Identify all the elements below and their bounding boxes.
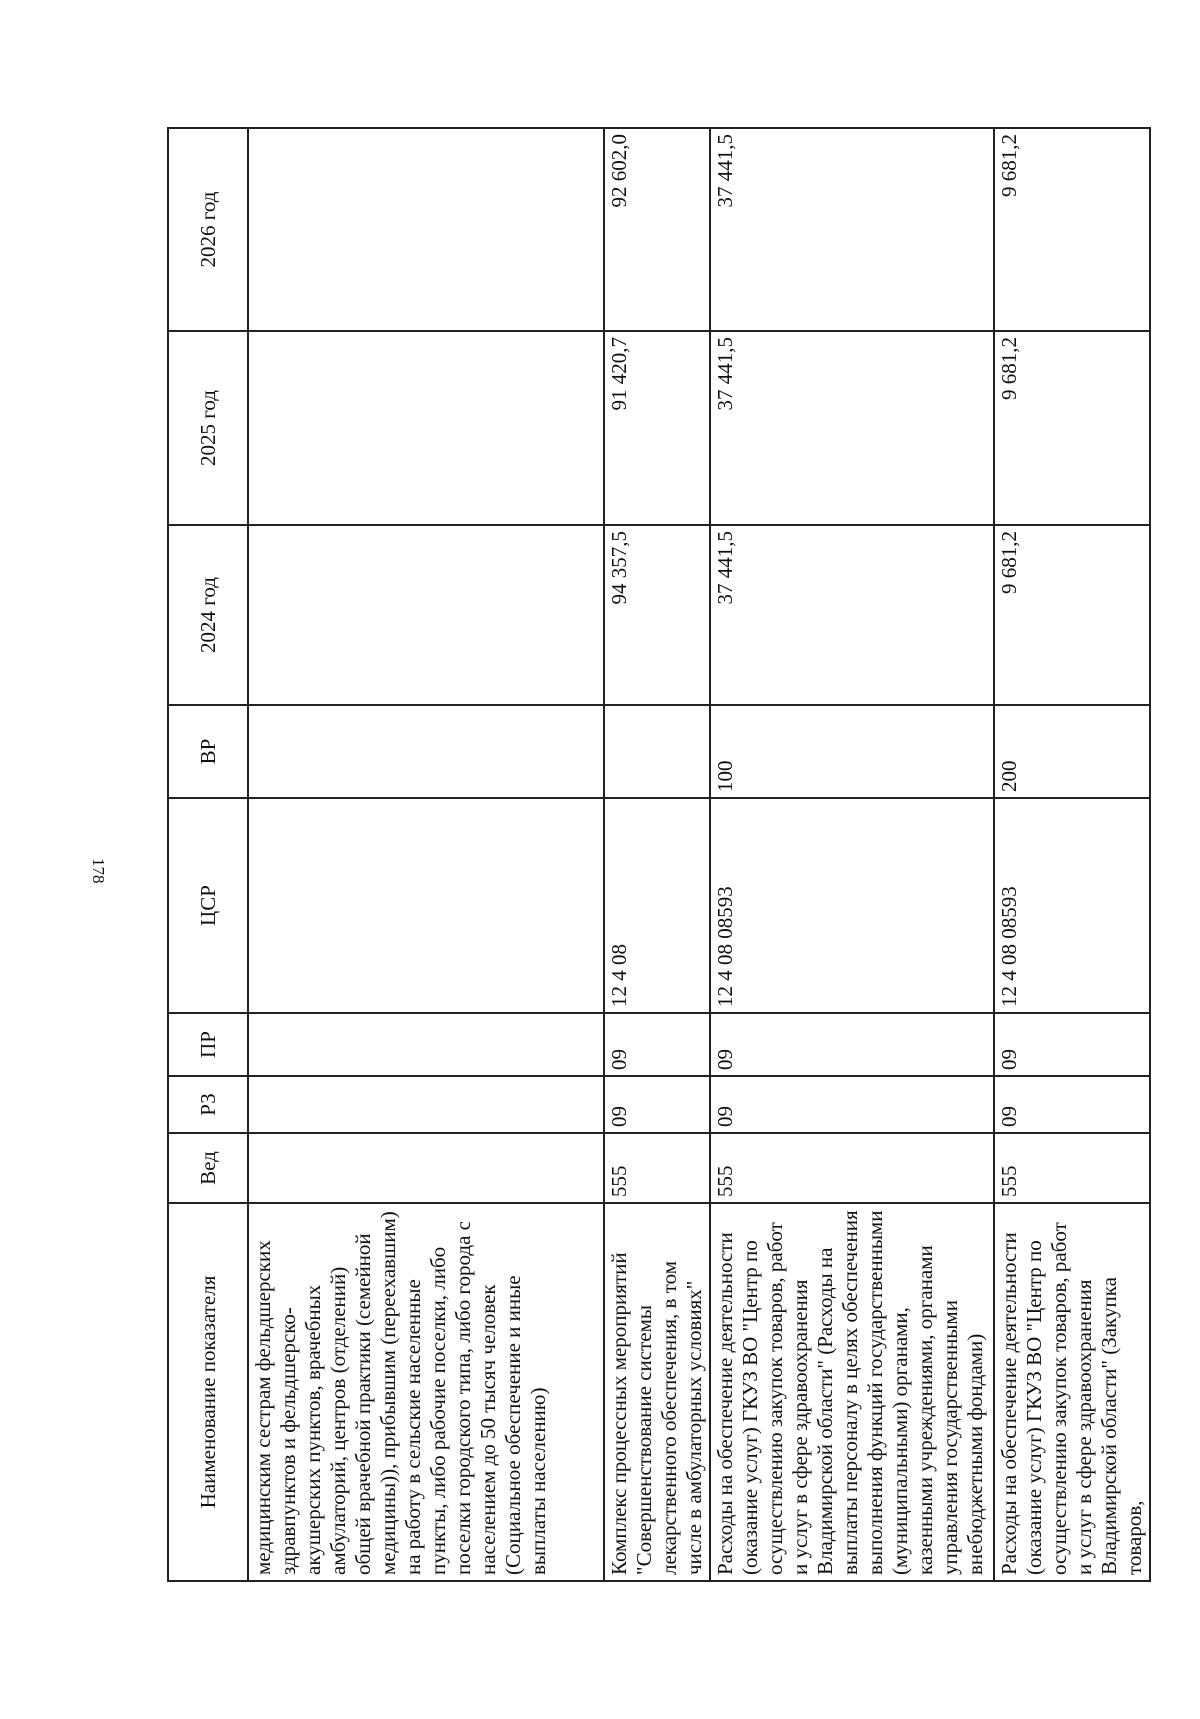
cell-name: медицинским сестрам фельдшерских здравпунктов и фельдшерско-акушерских пунктов, врачебных амбулаторий, центров (отделений) общей врачебной практики (семейной медицины)), прибывшим (переехавшим) на работу в сельские населенные пункты, либо рабочие поселки, либо поселки городского типа, либо города с населением до 50 тысяч человек (Социальное обеспечение и иные выплаты населению)	[248, 1203, 604, 1581]
table-row	[710, 128, 994, 1581]
cell-ved: 555	[710, 1133, 994, 1203]
cell-vr: 200	[994, 705, 1150, 798]
cell-name: Расходы на обеспечение деятельности (оказание услуг) ГКУЗ ВО "Центр по осуществлению закупок товаров, работ и услуг в сфере здравоохранения Владимирской области" (Расходы на выплаты персоналу в целях обеспечения выполнения функций государственными (муниципальными) органами, казенными учреждениями, органами управления государственными внебюджетными фондами)	[710, 1203, 994, 1581]
cell-name: Комплекс процессных мероприятий "Совершенствование системы лекарственного обеспечения, в том числе в амбулаторных условиях"	[604, 1203, 710, 1581]
cell-rz: 09	[710, 1076, 994, 1133]
cell-2024	[248, 525, 604, 705]
cell-2024: 9 681,2	[994, 525, 1150, 705]
cell-2025: 37 441,5	[710, 331, 994, 525]
header-rz: РЗ	[168, 1076, 248, 1133]
cell-rz: 09	[604, 1076, 710, 1133]
cell-2025: 91 420,7	[604, 331, 710, 525]
table-row	[994, 128, 1150, 1581]
header-name: Наименование показателя	[168, 1203, 248, 1581]
cell-rz: 09	[994, 1076, 1150, 1133]
cell-csr: 12 4 08 08593	[994, 798, 1150, 1013]
cell-ved: 555	[994, 1133, 1150, 1203]
table-header-row	[168, 128, 248, 1581]
cell-2024: 37 441,5	[710, 525, 994, 705]
cell-2026: 92 602,0	[604, 128, 710, 331]
cell-pr: 09	[994, 1013, 1150, 1076]
cell-vr	[604, 705, 710, 798]
header-pr: ПР	[168, 1013, 248, 1076]
cell-csr	[248, 798, 604, 1013]
cell-ved: 555	[604, 1133, 710, 1203]
header-2024: 2024 год	[168, 525, 248, 705]
cell-csr: 12 4 08 08593	[710, 798, 994, 1013]
cell-name: Расходы на обеспечение деятельности (оказание услуг) ГКУЗ ВО "Центр по осуществлению закупок товаров, работ и услуг в сфере здравоохранения Владимирской области" (Закупка товаров,	[994, 1203, 1150, 1581]
budget-table	[167, 127, 1151, 1582]
cell-csr: 12 4 08	[604, 798, 710, 1013]
budget-table-rotated	[167, 129, 1146, 1582]
cell-ved	[248, 1133, 604, 1203]
cell-2025: 9 681,2	[994, 331, 1150, 525]
cell-pr	[248, 1013, 604, 1076]
table-row	[248, 128, 604, 1581]
cell-vr	[248, 705, 604, 798]
cell-pr: 09	[604, 1013, 710, 1076]
page-number: 178	[89, 858, 108, 884]
cell-rz	[248, 1076, 604, 1133]
cell-vr: 100	[710, 705, 994, 798]
cell-2026	[248, 128, 604, 331]
cell-2026: 9 681,2	[994, 128, 1150, 331]
header-vr: ВР	[168, 705, 248, 798]
header-ved: Вед	[168, 1133, 248, 1203]
cell-2024: 94 357,5	[604, 525, 710, 705]
cell-2025	[248, 331, 604, 525]
header-2025: 2025 год	[168, 331, 248, 525]
cell-2026: 37 441,5	[710, 128, 994, 331]
table-row	[604, 128, 710, 1581]
cell-pr: 09	[710, 1013, 994, 1076]
header-csr: ЦСР	[168, 798, 248, 1013]
header-2026: 2026 год	[168, 128, 248, 331]
